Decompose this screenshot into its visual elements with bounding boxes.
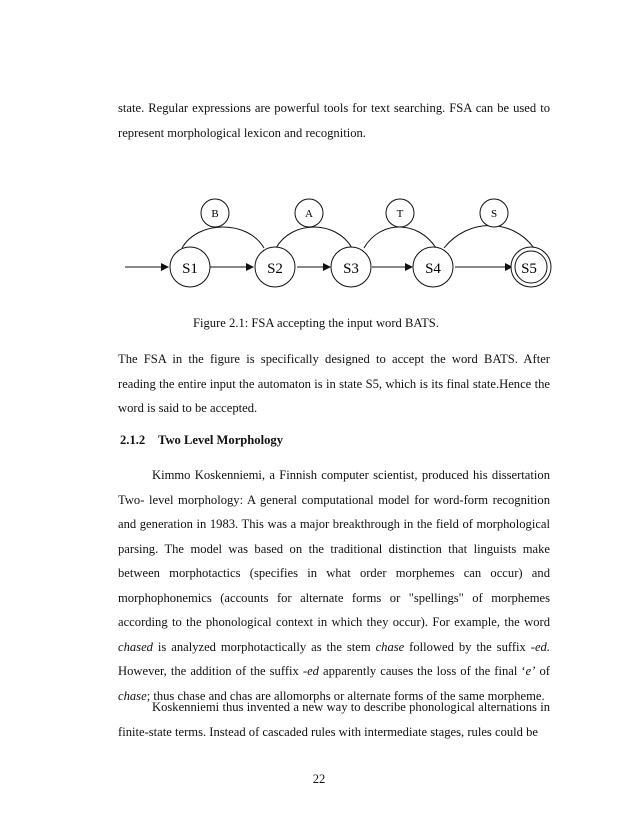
section-heading bbox=[120, 433, 283, 448]
arc-s4-s5 bbox=[444, 226, 534, 249]
arc-s1-s2 bbox=[182, 227, 264, 248]
term-e: e’ bbox=[525, 664, 536, 678]
state-s2 bbox=[255, 247, 295, 287]
section-title: Two Level Morphology bbox=[158, 433, 283, 447]
term-chase-2: chase bbox=[118, 688, 147, 703]
svg-text:S4: S4 bbox=[425, 261, 441, 277]
state-s5-final bbox=[511, 247, 551, 287]
figure-caption: Figure 2.1: FSA accepting the input word BATS. bbox=[193, 316, 439, 330]
section-number: 2.1.2 bbox=[120, 433, 146, 447]
paragraph-koskenniemi: Kimmo Koskenniemi, a Finnish computer scientist, produced his dissertation Two- level morphology: A general computational model for word-form recognition and generation in 1983. This was a major breakthrough in the field of morphological parsing. The model was based on the traditional distinction that linguists make between morphotactics (specifies in what order morphemes can occur) and morphophonemics (accounts for alternate forms or "spellings" of morphemes according to the phonological context in which they occur). For example, the word chased is analyzed morphotactically as the stem chase followed by the suffix -ed. However, the addition of the suffix -ed apparently causes the loss of the final ‘e’ of chase; thus chase and chas are allomorphs or alternate forms of the same morpheme. bbox=[118, 468, 550, 703]
state-s3 bbox=[331, 247, 371, 287]
svg-text:B: B bbox=[211, 208, 219, 220]
symbol-node-b bbox=[201, 199, 229, 227]
svg-text:S2: S2 bbox=[267, 261, 283, 277]
state-s1 bbox=[170, 247, 210, 287]
svg-text:S5: S5 bbox=[521, 261, 537, 277]
svg-text:T: T bbox=[396, 208, 404, 220]
term-ed: -ed bbox=[302, 664, 319, 678]
symbol-node-t bbox=[386, 199, 414, 227]
page-number: 22 bbox=[312, 772, 326, 786]
arc-s2-s3 bbox=[276, 227, 352, 248]
state-s4 bbox=[413, 247, 453, 287]
symbol-node-a bbox=[295, 199, 323, 227]
term-suffix-ed: -ed. bbox=[530, 639, 550, 654]
symbol-node-s bbox=[480, 199, 508, 227]
term-chase: chase bbox=[375, 639, 405, 654]
arc-s3-s4 bbox=[364, 227, 436, 248]
paragraph-fsa: The FSA in the figure is specifically designed to accept the word BATS. After reading the entire input the automaton is in state S5, which is its final state.Hence the word is said to be accepted. bbox=[118, 352, 550, 415]
paragraph-alternations: Koskenniemi thus invented a new way to describe phonological alternations in finite-state terms. Instead of cascaded rules with intermediate stages, rules could be bbox=[118, 700, 550, 739]
paragraph-intro: state. Regular expressions are powerful tools for text searching. FSA can be used to represent morphological lexicon and recognition. bbox=[118, 101, 550, 140]
svg-text:S: S bbox=[490, 208, 498, 220]
svg-text:S1: S1 bbox=[182, 261, 198, 277]
svg-text:S3: S3 bbox=[343, 261, 359, 277]
svg-text:A: A bbox=[305, 208, 313, 220]
term-chased: chased bbox=[118, 639, 153, 654]
fsa-diagram bbox=[0, 192, 638, 312]
